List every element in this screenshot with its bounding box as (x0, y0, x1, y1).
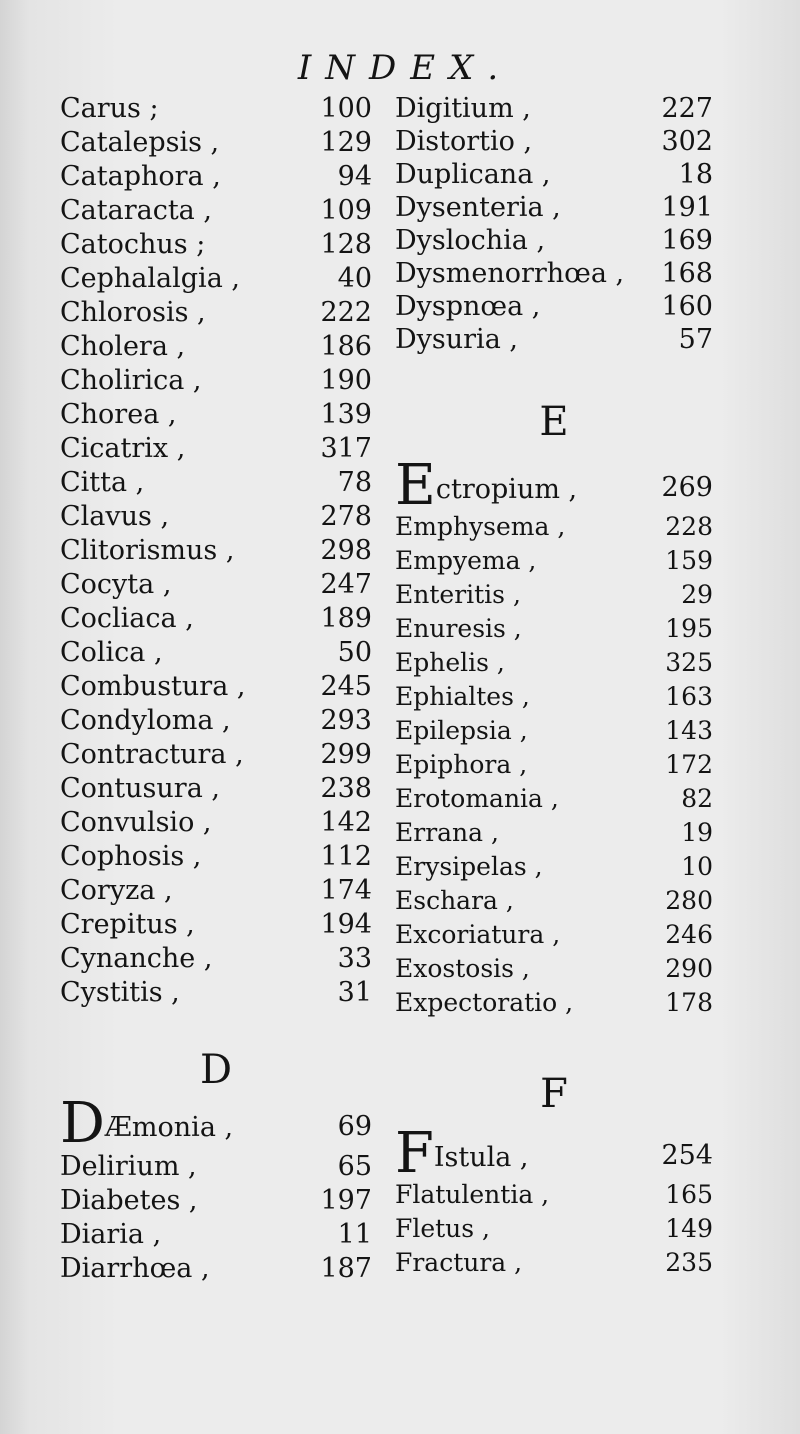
index-entry (395, 850, 713, 884)
entry-term: Dysmenorrhœa , (395, 258, 625, 289)
index-entry (395, 782, 713, 816)
entry-term: Dysuria , (395, 324, 518, 355)
entry-term: Fractura , (395, 1248, 523, 1277)
index-entry (60, 704, 372, 738)
index-entry (395, 680, 713, 714)
entry-page: 11 (337, 1219, 372, 1250)
entry-term: Cholirica , (60, 365, 202, 396)
entry-page: 139 (320, 399, 372, 430)
entry-page: 50 (337, 637, 372, 668)
entry-term: Erysipelas , (395, 852, 543, 881)
entry-page: 293 (320, 705, 372, 736)
entry-term: Duplicana , (395, 159, 551, 190)
entry-page: 317 (320, 433, 372, 464)
index-entry (395, 714, 713, 748)
entry-term: Contusura , (60, 773, 220, 804)
section-spacer (395, 1020, 713, 1068)
entry-term: Dysenteria , (395, 192, 561, 223)
index-entry (60, 92, 372, 126)
section-spacer (60, 1096, 372, 1104)
entry-page: 19 (681, 818, 713, 847)
entry-page: 245 (320, 671, 372, 702)
entry-term: Carus ; (60, 93, 159, 124)
index-entry (395, 191, 713, 224)
entry-page: 128 (320, 229, 372, 260)
entry-term: Cicatrix , (60, 433, 186, 464)
entry-page: 247 (320, 569, 372, 600)
entry-term: Expectoratio , (395, 988, 574, 1017)
entry-page: 142 (320, 807, 372, 838)
index-entry (395, 158, 713, 191)
section-heading-e: E (539, 399, 569, 445)
entry-term: Combustura , (60, 671, 246, 702)
section-spacer (395, 1120, 713, 1134)
entry-term: Colica , (60, 637, 163, 668)
entry-page: 18 (678, 159, 713, 190)
entry-page: 195 (665, 614, 713, 643)
entry-page: 82 (681, 784, 713, 813)
entry-page: 33 (337, 943, 372, 974)
entry-term: Errana , (395, 818, 499, 847)
section-spacer (395, 356, 713, 396)
drop-initial: E (395, 453, 436, 518)
entry-page: 187 (320, 1253, 372, 1284)
entry-page: 325 (665, 648, 713, 677)
index-entry (395, 1121, 713, 1186)
index-entry (60, 534, 372, 568)
entry-term: Chlorosis , (60, 297, 206, 328)
index-entry (60, 160, 372, 194)
entry-page: 40 (337, 263, 372, 294)
entry-term: Ephialtes , (395, 682, 530, 711)
index-entry (395, 986, 713, 1020)
index-entry (60, 874, 372, 908)
entry-page: 227 (661, 93, 713, 124)
index-entry (60, 194, 372, 228)
index-entry (60, 364, 372, 398)
index-entry (60, 942, 372, 976)
index-entry (395, 224, 713, 257)
entry-page: 222 (320, 297, 372, 328)
index-entry (395, 323, 713, 356)
drop-initial: D (60, 1091, 105, 1156)
right-column (395, 92, 713, 1280)
entry-page: 65 (337, 1151, 372, 1182)
index-entry (60, 1150, 372, 1184)
entry-term: Dyslochia , (395, 225, 546, 256)
entry-page: 235 (665, 1248, 713, 1277)
entry-page: 191 (661, 192, 713, 223)
entry-page: 69 (337, 1111, 372, 1142)
entry-term: Diaria , (60, 1219, 162, 1250)
index-entry (395, 578, 713, 612)
index-entry (395, 510, 713, 544)
entry-page: 163 (665, 682, 713, 711)
index-entry (395, 646, 713, 680)
entry-term: Clitorismus , (60, 535, 235, 566)
index-entry (60, 1218, 372, 1252)
index-entry (60, 500, 372, 534)
entry-term: Citta , (60, 467, 145, 498)
entry-term: Convulsio , (60, 807, 212, 838)
index-entry (395, 952, 713, 986)
index-entry (395, 544, 713, 578)
index-entry (60, 262, 372, 296)
entry-page: 197 (320, 1185, 372, 1216)
entry-term: Emphysema , (395, 512, 566, 541)
entry-page: 269 (661, 472, 713, 503)
entry-term: Epilepsia , (395, 716, 528, 745)
entry-page: 190 (320, 365, 372, 396)
index-entry (60, 126, 372, 160)
entry-page: 143 (665, 716, 713, 745)
index-entry (60, 1252, 372, 1286)
index-entry (60, 296, 372, 330)
index-entry (60, 330, 372, 364)
entry-term: Chorea , (60, 399, 177, 430)
entry-term: Erotomania , (395, 784, 559, 813)
index-entry (395, 257, 713, 290)
entry-page: 31 (337, 977, 372, 1008)
entry-term-rest: Istula , (433, 1142, 529, 1173)
index-entry (60, 772, 372, 806)
index-entry (60, 1184, 372, 1218)
entry-term: Exostosis , (395, 954, 530, 983)
entry-term: Ephelis , (395, 648, 505, 677)
section-spacer (60, 1010, 372, 1044)
entry-term: Crepitus , (60, 909, 195, 940)
entry-term: Cocyta , (60, 569, 172, 600)
entry-page: 165 (665, 1180, 713, 1209)
index-entry (395, 1212, 713, 1246)
entry-page: 100 (320, 93, 372, 124)
entry-term: Eschara , (395, 886, 514, 915)
index-entry (60, 432, 372, 466)
section-spacer (395, 448, 713, 466)
index-entry (395, 816, 713, 850)
entry-term: Cholera , (60, 331, 186, 362)
entry-page: 299 (320, 739, 372, 770)
entry-page: 29 (681, 580, 713, 609)
index-entry (60, 636, 372, 670)
entry-page: 228 (665, 512, 713, 541)
entry-term (395, 453, 578, 518)
entry-term-rest: Æmonia , (104, 1112, 234, 1143)
entry-page: 254 (661, 1140, 713, 1171)
entry-term: Epiphora , (395, 750, 528, 779)
entry-page: 159 (665, 546, 713, 575)
entry-term (395, 1121, 529, 1186)
section-heading-d: D (199, 1047, 233, 1093)
index-entry (395, 748, 713, 782)
index-entry (60, 670, 372, 704)
entry-page: 78 (337, 467, 372, 498)
entry-term: Digitium , (395, 93, 531, 124)
entry-term: Cocliaca , (60, 603, 194, 634)
index-entry (60, 228, 372, 262)
entry-term: Cephalalgia , (60, 263, 240, 294)
entry-term: Cynanche , (60, 943, 213, 974)
page-header: INDEX. (297, 48, 513, 88)
index-entry (60, 840, 372, 874)
entry-term: Condyloma , (60, 705, 231, 736)
entry-page: 112 (320, 841, 372, 872)
entry-term: Catalepsis , (60, 127, 220, 158)
index-entry (60, 398, 372, 432)
entry-page: 298 (320, 535, 372, 566)
entry-page: 246 (665, 920, 713, 949)
entry-term: Cataracta , (60, 195, 212, 226)
index-entry (395, 290, 713, 323)
entry-page: 290 (665, 954, 713, 983)
index-entry (395, 918, 713, 952)
entry-term: Enteritis , (395, 580, 521, 609)
entry-term: Clavus , (60, 501, 170, 532)
entry-term: Diabetes , (60, 1185, 198, 1216)
index-entry (395, 125, 713, 158)
entry-page: 194 (320, 909, 372, 940)
entry-term: Cystitis , (60, 977, 180, 1008)
entry-page: 174 (320, 875, 372, 906)
entry-page: 172 (665, 750, 713, 779)
entry-term (60, 1091, 234, 1156)
left-column (60, 92, 372, 1286)
entry-term: Empyema , (395, 546, 537, 575)
entry-term: Cataphora , (60, 161, 221, 192)
entry-term: Flatulentia , (395, 1180, 550, 1209)
index-entry (395, 1246, 713, 1280)
entry-page: 302 (661, 126, 713, 157)
entry-term: Coryza , (60, 875, 173, 906)
entry-term: Excoriatura , (395, 920, 561, 949)
entry-page: 189 (320, 603, 372, 634)
index-entry (395, 884, 713, 918)
index-entry (60, 738, 372, 772)
entry-page: 178 (665, 988, 713, 1017)
index-entry (60, 908, 372, 942)
entry-term-rest: ctropium , (435, 474, 578, 505)
entry-term: Cophosis , (60, 841, 202, 872)
entry-term: Contractura , (60, 739, 244, 770)
entry-page: 238 (320, 773, 372, 804)
entry-page: 280 (665, 886, 713, 915)
entry-term: Dyspnœa , (395, 291, 541, 322)
entry-page: 10 (681, 852, 713, 881)
entry-page: 94 (337, 161, 372, 192)
entry-page: 168 (661, 258, 713, 289)
entry-page: 160 (661, 291, 713, 322)
index-entry (395, 453, 713, 518)
entry-page: 57 (678, 324, 713, 355)
entry-term: Diarrhœa , (60, 1253, 210, 1284)
index-entry (60, 568, 372, 602)
index-entry (395, 612, 713, 646)
index-entry (395, 1178, 713, 1212)
entry-term: Distortio , (395, 126, 533, 157)
index-entry (60, 602, 372, 636)
entry-page: 278 (320, 501, 372, 532)
entry-term: Fletus , (395, 1214, 491, 1243)
entry-term: Delirium , (60, 1151, 197, 1182)
index-entry (60, 466, 372, 500)
entry-term: Enuresis , (395, 614, 522, 643)
entry-page: 169 (661, 225, 713, 256)
entry-page: 109 (320, 195, 372, 226)
index-entry (60, 806, 372, 840)
section-heading-f: F (540, 1071, 568, 1117)
drop-initial: F (395, 1121, 434, 1186)
entry-page: 149 (665, 1214, 713, 1243)
index-entry (395, 92, 713, 125)
entry-page: 129 (320, 127, 372, 158)
index-entry (60, 1091, 372, 1156)
index-entry (60, 976, 372, 1010)
entry-term: Catochus ; (60, 229, 206, 260)
entry-page: 186 (320, 331, 372, 362)
